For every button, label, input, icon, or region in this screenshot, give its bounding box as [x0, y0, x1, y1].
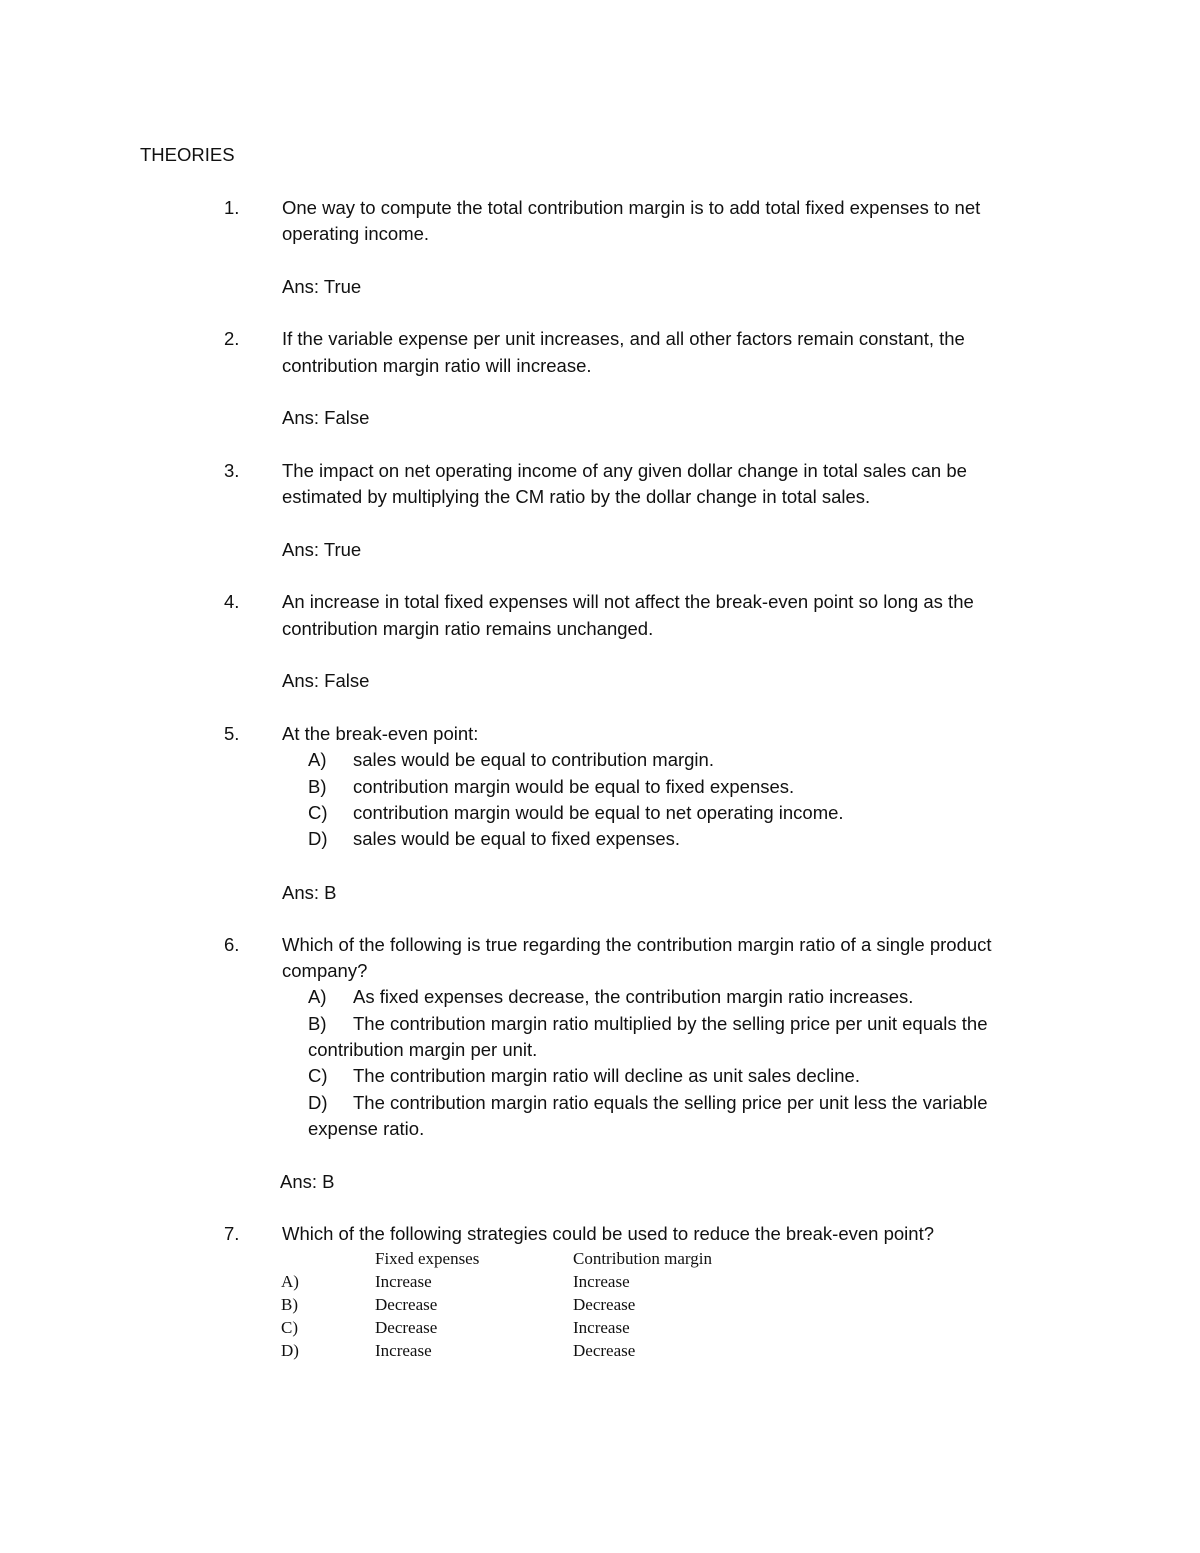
question-number: 7.	[224, 1223, 240, 1244]
table-cell-cm: Decrease	[573, 1341, 636, 1360]
question-text-line: The impact on net operating income of any given dollar change in total sales can be	[282, 460, 967, 481]
question-number: 5.	[224, 723, 240, 744]
table-cell-cm: Decrease	[573, 1295, 636, 1314]
option-text: sales would be equal to contribution margin.	[353, 749, 714, 770]
option-text: The contribution margin ratio equals the selling price per unit less the variable	[353, 1092, 988, 1113]
option-text: contribution margin would be equal to net operating income.	[353, 802, 844, 823]
answer-text: Ans: B	[280, 1171, 335, 1192]
option-text: The contribution margin ratio will decline as unit sales decline.	[353, 1065, 860, 1086]
table-row-letter: D)	[281, 1341, 299, 1360]
option-letter: A)	[308, 749, 327, 770]
option-text: As fixed expenses decrease, the contribution margin ratio increases.	[353, 986, 914, 1007]
option-letter: A)	[308, 986, 327, 1007]
table-row-letter: A)	[281, 1272, 299, 1291]
table-row-letter: B)	[281, 1295, 298, 1314]
option-text-continuation: expense ratio.	[308, 1118, 425, 1139]
table-cell-fixed: Increase	[375, 1272, 432, 1291]
table-cell-cm: Increase	[573, 1318, 630, 1337]
answer-text: Ans: False	[282, 670, 370, 691]
question-number: 2.	[224, 328, 240, 349]
option-letter: C)	[308, 802, 328, 823]
answer-text: Ans: False	[282, 407, 370, 428]
table-cell-fixed: Decrease	[375, 1318, 438, 1337]
question-number: 3.	[224, 460, 240, 481]
option-letter: B)	[308, 776, 327, 797]
question-text-line: operating income.	[282, 223, 430, 244]
option-letter: B)	[308, 1013, 327, 1034]
question-number: 4.	[224, 591, 240, 612]
question-text-line: If the variable expense per unit increases, and all other factors remain constant, the	[282, 328, 965, 349]
answer-text: Ans: True	[282, 539, 362, 560]
table-cell-fixed: Decrease	[375, 1295, 438, 1314]
option-letter: D)	[308, 1092, 328, 1113]
option-text: sales would be equal to fixed expenses.	[353, 828, 681, 849]
question-text-line: contribution margin ratio remains unchanged.	[282, 618, 654, 639]
table-header-fixed-expenses: Fixed expenses	[375, 1249, 480, 1268]
question-text-line: At the break-even point:	[282, 723, 479, 744]
question-text-line: estimated by multiplying the CM ratio by the dollar change in total sales.	[282, 486, 871, 507]
question-number: 1.	[224, 197, 240, 218]
answer-text: Ans: B	[282, 882, 337, 903]
question-text-line: An increase in total fixed expenses will not affect the break-even point so long as the	[282, 591, 974, 612]
question-text-line: Which of the following strategies could be used to reduce the break-even point?	[282, 1223, 935, 1244]
page-heading: THEORIES	[140, 144, 235, 165]
question-text-line: company?	[282, 960, 368, 981]
option-text-continuation: contribution margin per unit.	[308, 1039, 538, 1060]
table-cell-fixed: Increase	[375, 1341, 432, 1360]
table-cell-cm: Increase	[573, 1272, 630, 1291]
option-letter: C)	[308, 1065, 328, 1086]
question-text-line: contribution margin ratio will increase.	[282, 355, 592, 376]
option-text: The contribution margin ratio multiplied by the selling price per unit equals the	[353, 1013, 988, 1034]
question-text-line: One way to compute the total contribution margin is to add total fixed expenses to net	[282, 197, 981, 218]
option-text: contribution margin would be equal to fixed expenses.	[353, 776, 795, 797]
table-header-contribution-margin: Contribution margin	[573, 1249, 712, 1268]
question-number: 6.	[224, 934, 240, 955]
option-letter: D)	[308, 828, 328, 849]
question-text-line: Which of the following is true regarding the contribution margin ratio of a single product	[282, 934, 992, 955]
table-row-letter: C)	[281, 1318, 298, 1337]
answer-text: Ans: True	[282, 276, 362, 297]
